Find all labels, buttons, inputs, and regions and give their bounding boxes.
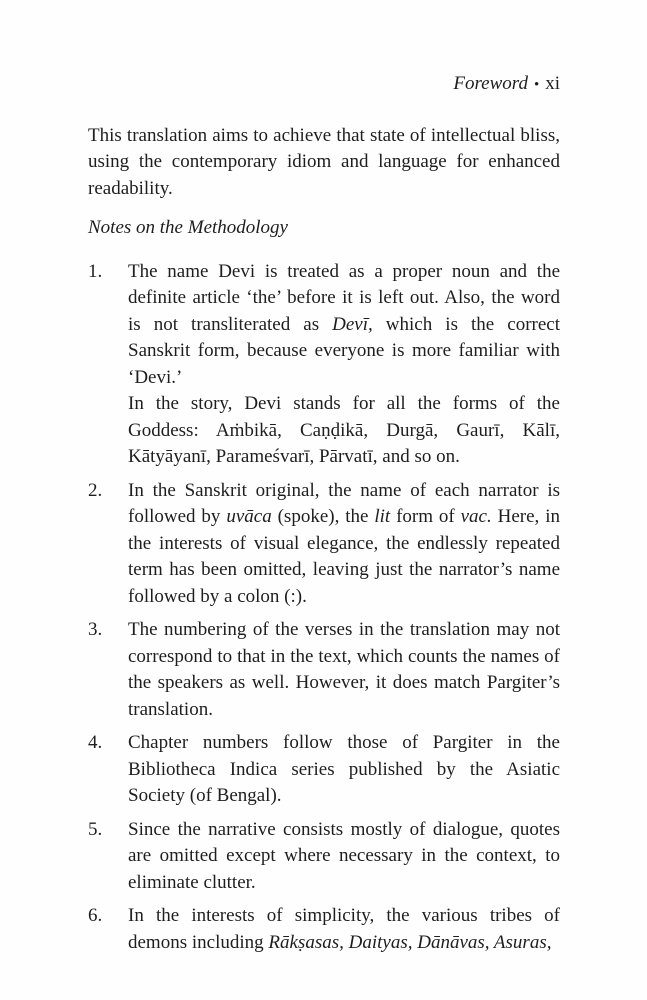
italic-term: Devī, [332,313,373,335]
note-paragraph [128,478,560,611]
page-number: xi [545,73,560,94]
note-paragraph [128,617,560,723]
note-number: 2. [88,479,103,501]
notes-list [88,259,560,957]
note-item [88,730,560,810]
note-item [88,903,560,956]
italic-term: vac. [460,506,492,527]
note-text [128,478,560,611]
text-run: In the Sanskrit original, the name of each narrator is followed by [128,479,560,527]
note-number: 3. [88,619,103,640]
note-paragraph [128,903,560,956]
bullet-separator: • [533,77,540,93]
section-heading: Notes on the Methodology [88,217,288,238]
italic-term: uvāca [226,506,272,527]
running-header-title: Foreword [453,73,528,94]
intro-paragraph: This translation aims to achieve that state of intellectual bliss, using the contemporary idiom and language for enhanced readability. [88,124,560,199]
note-number: 4. [88,732,103,753]
text-run: Chapter numbers follow those of Pargiter in the Bibliotheca Indica series published by the Asiatic Society (of Bengal). [128,732,560,806]
note-item [88,817,560,897]
text-run: which is the correct Sanskrit form, because everyone is more familiar with ‘Devi.’ [128,313,560,388]
note-text [128,817,560,897]
running-header [88,71,560,99]
text-run: form of [390,506,461,527]
note-paragraph [128,391,560,471]
note-text [128,617,560,723]
text-run: In the story, Devi stands for all the forms of the Goddess: Aṁbikā, Caṇḍikā, Durgā, Gaurī, Kālī, Kātyāyanī, Parameśvarī, Pārvatī, and so on. [128,393,560,467]
note-text [128,730,560,810]
text-run: Since the narrative consists mostly of dialogue, quotes are omitted except where necessary in the context, to eliminate clutter. [128,818,560,893]
note-text [128,903,560,956]
note-item [88,259,560,471]
text-block [88,0,560,956]
text-run: (spoke), the [271,506,375,527]
italic-term: Rākṣasas, Daityas, Dānāvas, Asuras, [268,931,552,953]
text-run: Here, in the interests of visual elegance, the endlessly repeated term has been omitted, leaving just the narrator’s name followed by a colon (:). [128,506,560,607]
note-number: 5. [88,818,103,840]
note-item [88,478,560,611]
note-item [88,617,560,723]
note-text [128,259,560,471]
text-run: The name Devi is treated as a proper noun and the definite article ‘the’ before it is left out. Also, the word is not transliterated as [128,260,560,335]
text-run: In the interests of simplicity, the various tribes of demons including [128,905,560,953]
note-number: 6. [88,905,103,926]
note-paragraph [128,730,560,810]
text-run: The numbering of the verses in the translation may not correspond to that in the text, which counts the names of the speakers as well. However, it does match Pargiter’s translation. [128,619,560,720]
note-number: 1. [88,260,103,282]
note-paragraph [128,817,560,897]
note-paragraph [128,259,560,392]
italic-term: lit [374,506,391,527]
